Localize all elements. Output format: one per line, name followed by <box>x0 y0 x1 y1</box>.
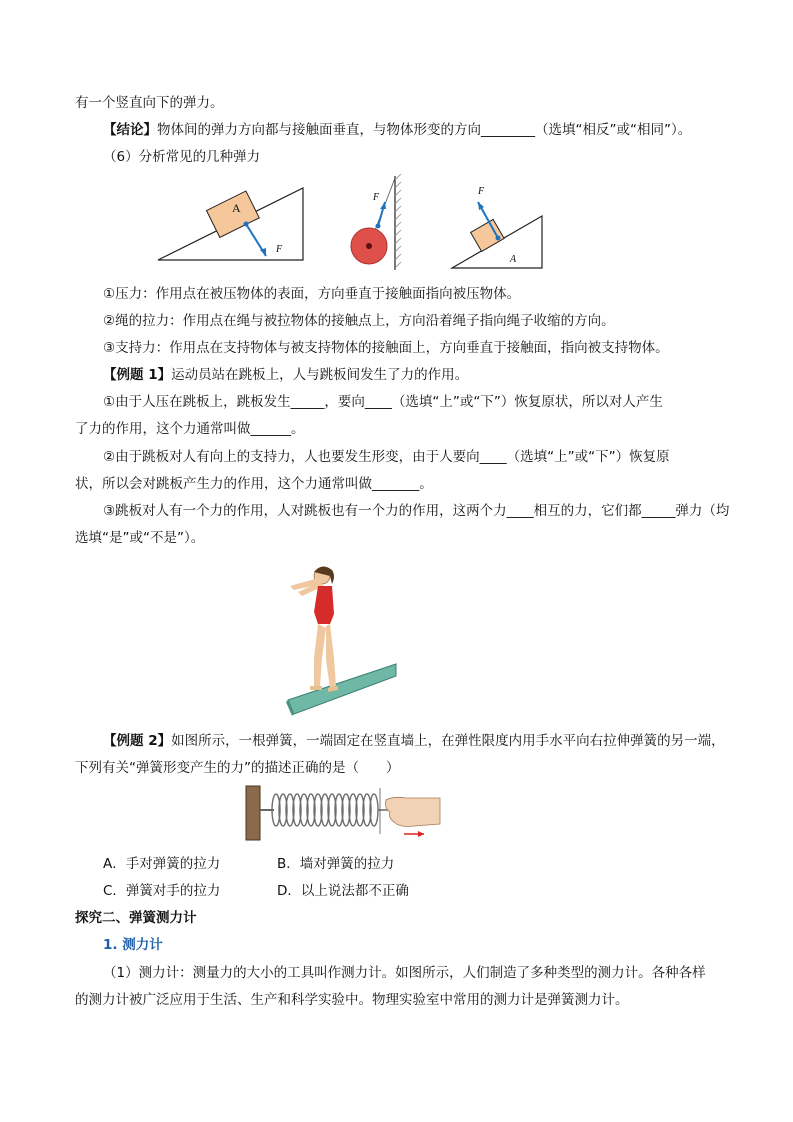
diver-springboard-figure <box>280 562 402 722</box>
diver-swimsuit <box>314 586 334 624</box>
support-item: ③支持力：作用点在支持物体与被支持物体的接触面上，方向垂直于接触面，指向被支持物体。 <box>103 340 669 356</box>
block <box>471 219 505 251</box>
incline-a-label: A <box>510 254 517 265</box>
example-1-q1: ①由于人压在跳板上，跳板发生_____，要向____（选填“上”或“下”）恢复原状，所以对人产生 <box>103 394 663 410</box>
example-1-q3: ③跳板对人有一个力的作用，人对跳板也有一个力的作用，这两个力____相互的力，它们都_____弹力（均 <box>103 503 730 519</box>
springboard <box>288 664 396 714</box>
spring-figure <box>244 784 444 842</box>
text-line: 有一个竖直向下的弹力。 <box>75 95 224 111</box>
force-f-label: F <box>373 192 380 203</box>
example-2-text: 如图所示，一根弹簧，一端固定在竖直墙上，在弹性限度内用手水平向右拉伸弹簧的另一端， <box>171 733 725 749</box>
example-2-question: 下列有关“弹簧形变产生的力”的描述正确的是（ ） <box>75 760 400 776</box>
option-a[interactable]: A．手对弹簧的拉力 <box>103 856 221 872</box>
wall <box>246 786 260 840</box>
conclusion-tag: 【结论】 <box>103 122 157 138</box>
conclusion-line <box>103 121 691 139</box>
spring <box>272 794 378 826</box>
example-2-header <box>103 732 725 750</box>
example-1-q2: ②由于跳板对人有向上的支持力，人也要发生形变，由于人要向____（选填“上”或“下”）恢复原 <box>103 449 670 465</box>
ball-wall-figure <box>345 174 415 274</box>
option-c[interactable]: C．弹簧对手的拉力 <box>103 883 221 899</box>
example-2-tag: 【例题 2】 <box>103 733 172 749</box>
rope-item: ②绳的拉力：作用点在绳与被拉物体的接触点上，方向沿着绳子指向绳子收缩的方向。 <box>103 313 615 329</box>
example-1-q3-cont: 选填“是”或“不是”）。 <box>75 530 205 546</box>
incline-block-figure <box>148 182 308 272</box>
example-1-q2-cont: 状，所以会对跳板产生力的作用，这个力通常叫做_______。 <box>75 476 433 492</box>
example-1-tag: 【例题 1】 <box>103 367 172 383</box>
example-1-header <box>103 366 468 384</box>
block-a-label: A <box>232 201 241 215</box>
option-d[interactable]: D．以上说法都不正确 <box>277 883 409 899</box>
section-2-heading: 探究二、弹簧测力计 <box>75 910 197 926</box>
force-f-label: F <box>478 186 485 197</box>
example-1-q1-cont: 了力的作用，这个力通常叫做______。 <box>75 421 305 437</box>
paragraph-line: （1）测力计：测量力的大小的工具叫作测力计。如图所示，人们制造了多种类型的测力计。各种各样 <box>103 965 706 981</box>
paragraph-line: 的测力计被广泛应用于生活、生产和科学实验中。物理实验室中常用的测力计是弹簧测力计。 <box>75 992 629 1008</box>
pressure-item: ①压力：作用点在被压物体的表面，方向垂直于接触面指向被压物体。 <box>103 286 521 302</box>
option-b[interactable]: B．墙对弹簧的拉力 <box>277 856 395 872</box>
support-force-figure <box>448 182 548 272</box>
force-f-label: F <box>276 244 283 255</box>
example-1-text: 运动员站在跳板上，人与跳板间发生了力的作用。 <box>171 367 469 383</box>
section-6-heading: （6）分析常见的几种弹力 <box>103 149 261 165</box>
subsection-1-heading: 1. 测力计 <box>103 937 163 953</box>
hand <box>386 797 441 826</box>
conclusion-text: 物体间的弹力方向都与接触面垂直，与物体形变的方向________（选填“相反”或“相同”）。 <box>157 122 692 138</box>
